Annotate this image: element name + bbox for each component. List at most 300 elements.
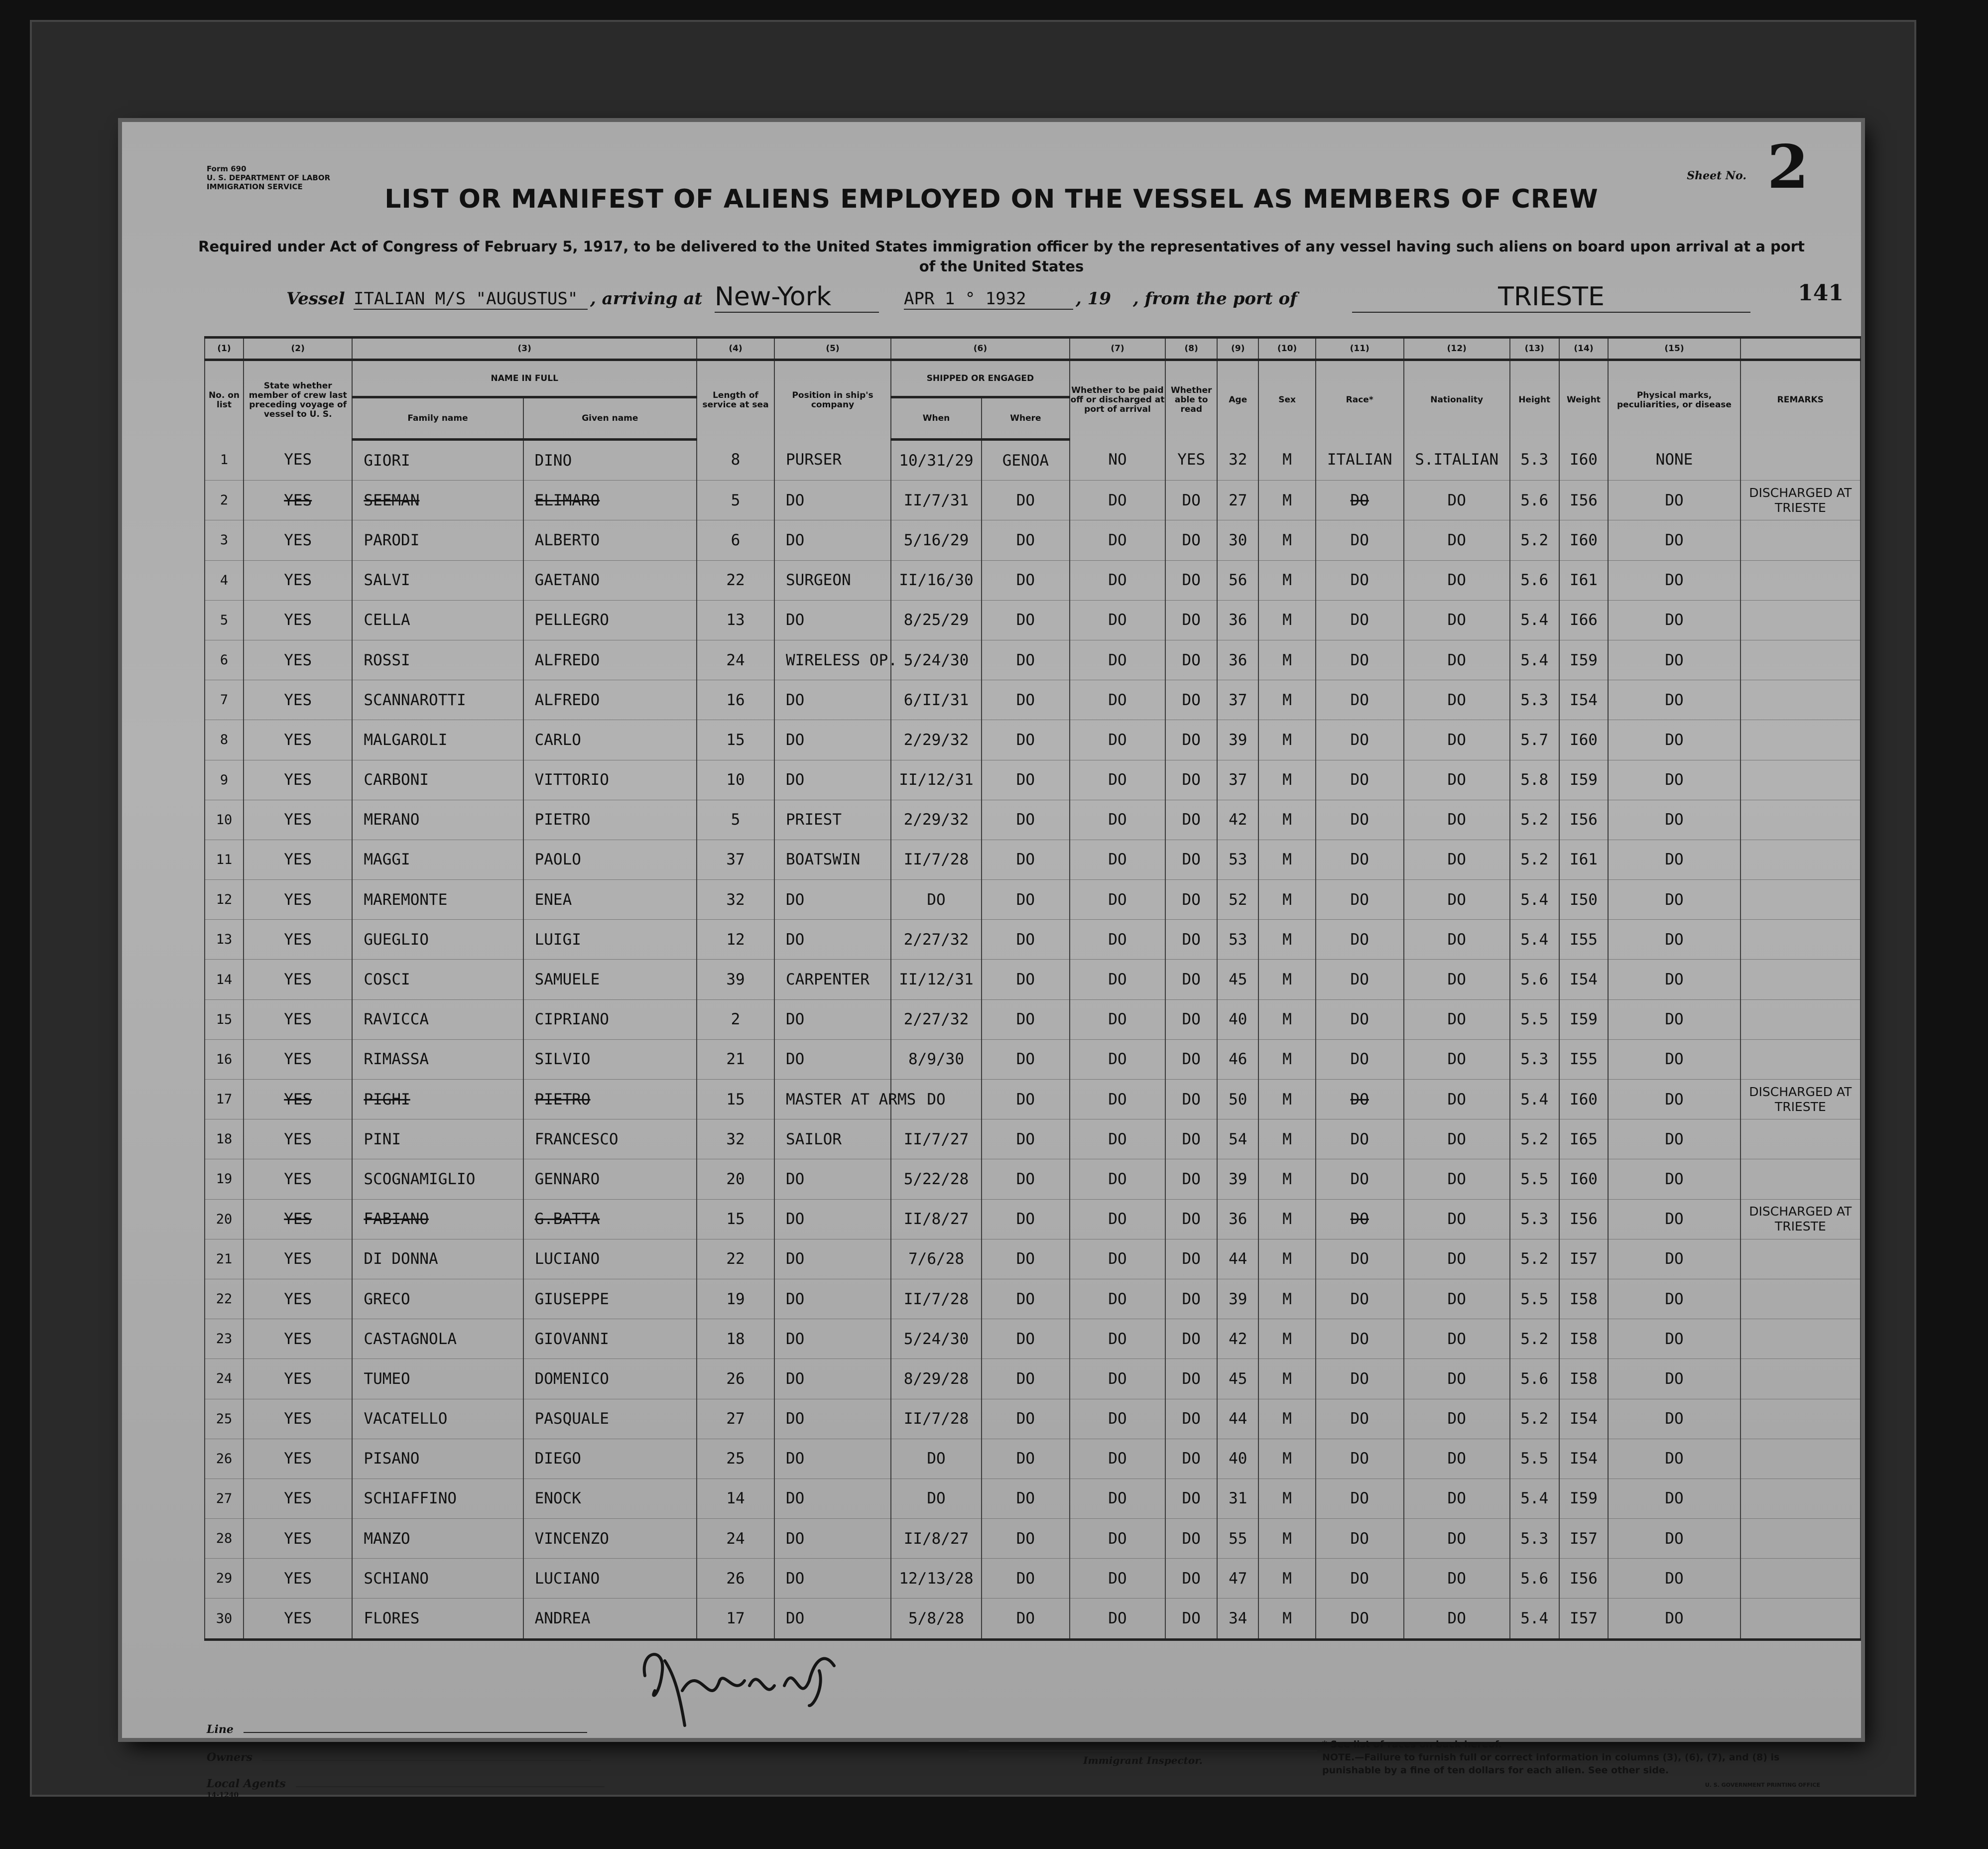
shipped-when-cell: 2/29/32 bbox=[891, 800, 982, 840]
weight-cell: I59 bbox=[1559, 999, 1609, 1039]
department-name: U. S. DEPARTMENT OF LABOR bbox=[207, 173, 331, 182]
crew-status-cell: YES bbox=[244, 1039, 352, 1079]
shipped-when-cell: 2/27/32 bbox=[891, 920, 982, 960]
paid-off-cell: DO bbox=[1070, 680, 1165, 720]
height-cell: 5.6 bbox=[1510, 481, 1559, 520]
able-to-read-cell: DO bbox=[1165, 1559, 1217, 1599]
age-cell: 47 bbox=[1217, 1559, 1258, 1599]
length-of-service-cell: 32 bbox=[697, 1119, 774, 1159]
shipped-when-cell: II/16/30 bbox=[891, 560, 982, 600]
crew-status-cell: YES bbox=[244, 760, 352, 800]
given-name-cell: ENEA bbox=[523, 880, 697, 920]
physical-marks-cell: DO bbox=[1608, 1319, 1740, 1359]
shipped-where-cell: DO bbox=[982, 1439, 1070, 1479]
row-number-cell: 30 bbox=[205, 1599, 244, 1639]
header-weight: Weight bbox=[1559, 360, 1609, 440]
sex-cell: M bbox=[1258, 1279, 1315, 1319]
physical-marks-cell: DO bbox=[1608, 920, 1740, 960]
race-cell: DO bbox=[1316, 999, 1404, 1039]
nationality-cell: DO bbox=[1404, 920, 1510, 960]
position-cell: DO bbox=[774, 1519, 891, 1559]
able-to-read-cell: DO bbox=[1165, 1239, 1217, 1279]
shipped-where-cell: DO bbox=[982, 1159, 1070, 1199]
height-cell: 5.2 bbox=[1510, 1399, 1559, 1439]
physical-marks-cell: DO bbox=[1608, 1439, 1740, 1479]
family-name-cell: PINI bbox=[352, 1119, 523, 1159]
sex-cell: M bbox=[1258, 1519, 1315, 1559]
shipped-when-cell: II/7/27 bbox=[891, 1119, 982, 1159]
remarks-cell: DISCHARGED AT TRIESTE bbox=[1740, 1080, 1861, 1119]
shipped-where-cell: DO bbox=[982, 1359, 1070, 1399]
shipped-where-cell: DO bbox=[982, 1039, 1070, 1079]
column-number-row bbox=[205, 338, 1861, 360]
paid-off-cell: DO bbox=[1070, 1479, 1165, 1518]
race-cell: DO bbox=[1316, 1279, 1404, 1319]
able-to-read-cell: DO bbox=[1165, 1159, 1217, 1199]
paid-off-cell: NO bbox=[1070, 440, 1165, 481]
length-of-service-cell: 15 bbox=[697, 720, 774, 760]
nationality-cell: DO bbox=[1404, 800, 1510, 840]
row-number-cell: 21 bbox=[205, 1239, 244, 1279]
nationality-cell: DO bbox=[1404, 1039, 1510, 1079]
physical-marks-cell: DO bbox=[1608, 1479, 1740, 1518]
penalty-note: NOTE.—Failure to furnish full or correct information in columns (3), (6), (7), and (8) is punishable by a fine of ten dollars for each alien. See other side. bbox=[1322, 1752, 1780, 1776]
col-number: (11) bbox=[1316, 338, 1404, 360]
family-name-cell: PISANO bbox=[352, 1439, 523, 1479]
remarks-cell bbox=[1740, 1039, 1861, 1079]
table-row bbox=[205, 1119, 1861, 1159]
shipped-where-cell: DO bbox=[982, 760, 1070, 800]
table-row bbox=[205, 1319, 1861, 1359]
family-name-cell: MANZO bbox=[352, 1519, 523, 1559]
shipped-when-cell: 8/29/28 bbox=[891, 1359, 982, 1399]
crew-status-cell: YES bbox=[244, 1479, 352, 1518]
nationality-cell: DO bbox=[1404, 680, 1510, 720]
physical-marks-cell: DO bbox=[1608, 1279, 1740, 1319]
able-to-read-cell: DO bbox=[1165, 1519, 1217, 1559]
paid-off-cell: DO bbox=[1070, 1359, 1165, 1399]
shipped-when-cell: II/8/27 bbox=[891, 1519, 982, 1559]
family-name-cell: CASTAGNOLA bbox=[352, 1319, 523, 1359]
paid-off-cell: DO bbox=[1070, 840, 1165, 879]
family-name-cell: VACATELLO bbox=[352, 1399, 523, 1439]
paid-off-cell: DO bbox=[1070, 960, 1165, 999]
able-to-read-cell: DO bbox=[1165, 1319, 1217, 1359]
shipped-where-cell: DO bbox=[982, 1239, 1070, 1279]
paid-off-cell: DO bbox=[1070, 1319, 1165, 1359]
remarks-cell bbox=[1740, 1319, 1861, 1359]
table-row bbox=[205, 800, 1861, 840]
race-cell: DO bbox=[1316, 680, 1404, 720]
agents-label: Local Agents bbox=[207, 1777, 286, 1790]
age-cell: 36 bbox=[1217, 600, 1258, 640]
shipped-where-cell: DO bbox=[982, 1479, 1070, 1518]
able-to-read-cell: DO bbox=[1165, 1359, 1217, 1399]
row-number-cell: 27 bbox=[205, 1479, 244, 1518]
position-cell: PURSER bbox=[774, 440, 891, 481]
weight-cell: I56 bbox=[1559, 1559, 1609, 1599]
arriving-label: , arriving at bbox=[590, 289, 703, 309]
crew-status-cell: YES bbox=[244, 1599, 352, 1639]
length-of-service-cell: 2 bbox=[697, 999, 774, 1039]
given-name-cell: G.BATTA bbox=[523, 1199, 697, 1239]
family-name-cell: GRECO bbox=[352, 1279, 523, 1319]
arriving-port: New-York bbox=[715, 282, 879, 313]
remarks-cell bbox=[1740, 1239, 1861, 1279]
header-family-name: Family name bbox=[352, 397, 523, 440]
given-name-cell: SAMUELE bbox=[523, 960, 697, 999]
race-cell: DO bbox=[1316, 840, 1404, 879]
table-row bbox=[205, 481, 1861, 520]
physical-marks-cell: DO bbox=[1608, 1559, 1740, 1599]
height-cell: 5.2 bbox=[1510, 800, 1559, 840]
crew-status-cell: YES bbox=[244, 1559, 352, 1599]
header-remarks: REMARKS bbox=[1740, 360, 1861, 440]
shipped-where-cell: DO bbox=[982, 720, 1070, 760]
race-cell: DO bbox=[1316, 1319, 1404, 1359]
height-cell: 5.3 bbox=[1510, 1199, 1559, 1239]
position-cell: DO bbox=[774, 1479, 891, 1518]
crew-status-cell: YES bbox=[244, 840, 352, 879]
crew-table bbox=[204, 336, 1861, 1641]
weight-cell: I59 bbox=[1559, 640, 1609, 680]
sex-cell: M bbox=[1258, 1239, 1315, 1279]
col-number bbox=[1740, 338, 1861, 360]
crew-status-cell: YES bbox=[244, 960, 352, 999]
nationality-cell: DO bbox=[1404, 1239, 1510, 1279]
remarks-cell: DISCHARGED AT TRIESTE bbox=[1740, 1199, 1861, 1239]
crew-status-cell: YES bbox=[244, 1239, 352, 1279]
weight-cell: I58 bbox=[1559, 1319, 1609, 1359]
paid-off-cell: DO bbox=[1070, 1559, 1165, 1599]
crew-status-cell: YES bbox=[244, 1279, 352, 1319]
position-cell: DO bbox=[774, 999, 891, 1039]
remarks-cell bbox=[1740, 720, 1861, 760]
height-cell: 5.3 bbox=[1510, 440, 1559, 481]
paid-off-cell: DO bbox=[1070, 1279, 1165, 1319]
height-cell: 5.6 bbox=[1510, 960, 1559, 999]
crew-status-cell: YES bbox=[244, 520, 352, 560]
crew-status-cell: YES bbox=[244, 800, 352, 840]
able-to-read-cell: DO bbox=[1165, 1080, 1217, 1119]
remarks-cell bbox=[1740, 920, 1861, 960]
paid-off-cell: DO bbox=[1070, 481, 1165, 520]
crew-status-cell: YES bbox=[244, 1119, 352, 1159]
sex-cell: M bbox=[1258, 1599, 1315, 1639]
paid-off-cell: DO bbox=[1070, 1599, 1165, 1639]
given-name-cell: GIUSEPPE bbox=[523, 1279, 697, 1319]
able-to-read-cell: DO bbox=[1165, 1479, 1217, 1518]
weight-cell: I59 bbox=[1559, 760, 1609, 800]
handwritten-signature bbox=[635, 1631, 854, 1730]
header-no: No. on list bbox=[205, 360, 244, 440]
sex-cell: M bbox=[1258, 640, 1315, 680]
height-cell: 5.2 bbox=[1510, 1319, 1559, 1359]
height-cell: 5.4 bbox=[1510, 600, 1559, 640]
able-to-read-cell: DO bbox=[1165, 999, 1217, 1039]
paid-off-cell: DO bbox=[1070, 1399, 1165, 1439]
able-to-read-cell: DO bbox=[1165, 600, 1217, 640]
length-of-service-cell: 21 bbox=[697, 1039, 774, 1079]
shipped-when-cell: II/8/27 bbox=[891, 1199, 982, 1239]
nationality-cell: DO bbox=[1404, 1599, 1510, 1639]
given-name-cell: DOMENICO bbox=[523, 1359, 697, 1399]
header-height: Height bbox=[1510, 360, 1559, 440]
race-cell: DO bbox=[1316, 800, 1404, 840]
height-cell: 5.6 bbox=[1510, 1359, 1559, 1399]
row-number-cell: 8 bbox=[205, 720, 244, 760]
table-row bbox=[205, 999, 1861, 1039]
weight-cell: I60 bbox=[1559, 720, 1609, 760]
date-stamp: APR 1 ° 1932 bbox=[904, 289, 1073, 310]
shipped-when-cell: 5/8/28 bbox=[891, 1599, 982, 1639]
given-name-cell: PAOLO bbox=[523, 840, 697, 879]
physical-marks-cell: DO bbox=[1608, 560, 1740, 600]
row-number-cell: 10 bbox=[205, 800, 244, 840]
nationality-cell: DO bbox=[1404, 1359, 1510, 1399]
shipped-where-cell: DO bbox=[982, 520, 1070, 560]
position-cell: DO bbox=[774, 1239, 891, 1279]
footer-labels bbox=[207, 1716, 605, 1799]
length-of-service-cell: 16 bbox=[697, 680, 774, 720]
crew-table-body bbox=[205, 440, 1861, 1640]
age-cell: 46 bbox=[1217, 1039, 1258, 1079]
crew-status-cell: YES bbox=[244, 1359, 352, 1399]
remarks-cell bbox=[1740, 1279, 1861, 1319]
given-name-cell: PASQUALE bbox=[523, 1399, 697, 1439]
position-cell: DO bbox=[774, 1599, 891, 1639]
col-number: (5) bbox=[774, 338, 891, 360]
weight-cell: I54 bbox=[1559, 1399, 1609, 1439]
age-cell: 34 bbox=[1217, 1599, 1258, 1639]
race-cell: DO bbox=[1316, 1159, 1404, 1199]
shipped-when-cell: 5/24/30 bbox=[891, 1319, 982, 1359]
paid-off-cell: DO bbox=[1070, 520, 1165, 560]
length-of-service-cell: 10 bbox=[697, 760, 774, 800]
race-cell: DO bbox=[1316, 1559, 1404, 1599]
family-name-cell: DI DONNA bbox=[352, 1239, 523, 1279]
row-number-cell: 23 bbox=[205, 1319, 244, 1359]
age-cell: 27 bbox=[1217, 481, 1258, 520]
position-cell: DO bbox=[774, 520, 891, 560]
age-cell: 37 bbox=[1217, 760, 1258, 800]
row-number-cell: 24 bbox=[205, 1359, 244, 1399]
height-cell: 5.3 bbox=[1510, 1519, 1559, 1559]
paid-off-cell: DO bbox=[1070, 1039, 1165, 1079]
shipped-when-cell: II/12/31 bbox=[891, 760, 982, 800]
remarks-cell bbox=[1740, 760, 1861, 800]
remarks-cell bbox=[1740, 440, 1861, 481]
physical-marks-cell: DO bbox=[1608, 680, 1740, 720]
col-number: (15) bbox=[1608, 338, 1740, 360]
age-cell: 42 bbox=[1217, 800, 1258, 840]
family-name-cell: GUEGLIO bbox=[352, 920, 523, 960]
col-number: (2) bbox=[244, 338, 352, 360]
age-cell: 52 bbox=[1217, 880, 1258, 920]
weight-cell: I60 bbox=[1559, 440, 1609, 481]
crew-status-cell: YES bbox=[244, 600, 352, 640]
nationality-cell: DO bbox=[1404, 1279, 1510, 1319]
position-cell: PRIEST bbox=[774, 800, 891, 840]
row-number-cell: 16 bbox=[205, 1039, 244, 1079]
header-when: When bbox=[891, 397, 982, 440]
paid-off-cell: DO bbox=[1070, 1199, 1165, 1239]
sheet-label: Sheet No. bbox=[1687, 169, 1746, 182]
race-cell: DO bbox=[1316, 1439, 1404, 1479]
family-name-cell: SCANNAROTTI bbox=[352, 680, 523, 720]
row-number-cell: 17 bbox=[205, 1080, 244, 1119]
sex-cell: M bbox=[1258, 1039, 1315, 1079]
position-cell: DO bbox=[774, 720, 891, 760]
shipped-where-cell: DO bbox=[982, 1279, 1070, 1319]
nationality-cell: DO bbox=[1404, 999, 1510, 1039]
given-name-cell: ALFREDO bbox=[523, 640, 697, 680]
able-to-read-cell: DO bbox=[1165, 1119, 1217, 1159]
position-cell: DO bbox=[774, 1399, 891, 1439]
family-name-cell: PIGHI bbox=[352, 1080, 523, 1119]
age-cell: 30 bbox=[1217, 520, 1258, 560]
given-name-cell: LUCIANO bbox=[523, 1559, 697, 1599]
physical-marks-cell: DO bbox=[1608, 720, 1740, 760]
age-cell: 40 bbox=[1217, 999, 1258, 1039]
weight-cell: I57 bbox=[1559, 1599, 1609, 1639]
physical-marks-cell: DO bbox=[1608, 520, 1740, 560]
remarks-cell bbox=[1740, 1599, 1861, 1639]
physical-marks-cell: DO bbox=[1608, 760, 1740, 800]
shipped-where-cell: DO bbox=[982, 880, 1070, 920]
shipped-where-cell: DO bbox=[982, 1599, 1070, 1639]
nationality-cell: DO bbox=[1404, 1119, 1510, 1159]
nationality-cell: DO bbox=[1404, 600, 1510, 640]
sex-cell: M bbox=[1258, 600, 1315, 640]
family-name-cell: ROSSI bbox=[352, 640, 523, 680]
length-of-service-cell: 5 bbox=[697, 800, 774, 840]
shipped-when-cell: 6/II/31 bbox=[891, 680, 982, 720]
weight-cell: I60 bbox=[1559, 1159, 1609, 1199]
paid-off-cell: DO bbox=[1070, 1519, 1165, 1559]
race-cell: DO bbox=[1316, 600, 1404, 640]
length-of-service-cell: 15 bbox=[697, 1199, 774, 1239]
sheet-number: 2 bbox=[1767, 132, 1809, 202]
table-row bbox=[205, 440, 1861, 481]
given-name-cell: CIPRIANO bbox=[523, 999, 697, 1039]
row-number-cell: 3 bbox=[205, 520, 244, 560]
table-row bbox=[205, 720, 1861, 760]
paid-off-cell: DO bbox=[1070, 1239, 1165, 1279]
shipped-where-cell: DO bbox=[982, 960, 1070, 999]
sex-cell: M bbox=[1258, 520, 1315, 560]
nationality-cell: DO bbox=[1404, 720, 1510, 760]
header-position: Position in ship's company bbox=[774, 360, 891, 440]
race-cell: DO bbox=[1316, 1080, 1404, 1119]
remarks-cell bbox=[1740, 1399, 1861, 1439]
crew-status-cell: YES bbox=[244, 999, 352, 1039]
able-to-read-cell: DO bbox=[1165, 1599, 1217, 1639]
header-row bbox=[205, 360, 1861, 397]
given-name-cell: GAETANO bbox=[523, 560, 697, 600]
table-row bbox=[205, 1239, 1861, 1279]
family-name-cell: MAGGI bbox=[352, 840, 523, 879]
height-cell: 5.4 bbox=[1510, 640, 1559, 680]
age-cell: 39 bbox=[1217, 720, 1258, 760]
height-cell: 5.8 bbox=[1510, 760, 1559, 800]
race-cell: DO bbox=[1316, 720, 1404, 760]
height-cell: 5.3 bbox=[1510, 680, 1559, 720]
able-to-read-cell: DO bbox=[1165, 640, 1217, 680]
crew-status-cell: YES bbox=[244, 1399, 352, 1439]
length-of-service-cell: 26 bbox=[697, 1359, 774, 1399]
header-crew: State whether member of crew last preceding voyage of vessel to U. S. bbox=[244, 360, 352, 440]
weight-cell: I61 bbox=[1559, 840, 1609, 879]
position-cell: DO bbox=[774, 760, 891, 800]
position-cell: WIRELESS OP. bbox=[774, 640, 891, 680]
row-number-cell: 15 bbox=[205, 999, 244, 1039]
crew-status-cell: YES bbox=[244, 440, 352, 481]
shipped-where-cell: DO bbox=[982, 481, 1070, 520]
remarks-cell bbox=[1740, 1119, 1861, 1159]
sex-cell: M bbox=[1258, 920, 1315, 960]
race-cell: DO bbox=[1316, 760, 1404, 800]
position-cell: DO bbox=[774, 1439, 891, 1479]
family-name-cell: MAREMONTE bbox=[352, 880, 523, 920]
weight-cell: I60 bbox=[1559, 520, 1609, 560]
height-cell: 5.5 bbox=[1510, 999, 1559, 1039]
able-to-read-cell: DO bbox=[1165, 520, 1217, 560]
shipped-where-cell: DO bbox=[982, 1119, 1070, 1159]
header-marks: Physical marks, peculiarities, or disease bbox=[1608, 360, 1740, 440]
length-of-service-cell: 14 bbox=[697, 1479, 774, 1518]
given-name-cell: DINO bbox=[523, 440, 697, 481]
shipped-when-cell: DO bbox=[891, 1479, 982, 1518]
paid-off-cell: DO bbox=[1070, 560, 1165, 600]
physical-marks-cell: DO bbox=[1608, 800, 1740, 840]
height-cell: 5.4 bbox=[1510, 1479, 1559, 1518]
given-name-cell: GENNARO bbox=[523, 1159, 697, 1199]
weight-cell: I57 bbox=[1559, 1239, 1609, 1279]
given-name-cell: FRANCESCO bbox=[523, 1119, 697, 1159]
shipped-where-cell: DO bbox=[982, 640, 1070, 680]
age-cell: 53 bbox=[1217, 920, 1258, 960]
age-cell: 36 bbox=[1217, 1199, 1258, 1239]
sex-cell: M bbox=[1258, 1479, 1315, 1518]
weight-cell: I57 bbox=[1559, 1519, 1609, 1559]
physical-marks-cell: DO bbox=[1608, 1080, 1740, 1119]
able-to-read-cell: DO bbox=[1165, 800, 1217, 840]
weight-cell: I56 bbox=[1559, 1199, 1609, 1239]
able-to-read-cell: DO bbox=[1165, 680, 1217, 720]
service-name: IMMIGRATION SERVICE bbox=[207, 182, 303, 191]
table-row bbox=[205, 1080, 1861, 1119]
able-to-read-cell: DO bbox=[1165, 1199, 1217, 1239]
height-cell: 5.5 bbox=[1510, 1159, 1559, 1199]
nationality-cell: DO bbox=[1404, 1559, 1510, 1599]
gpo-imprint: U. S. GOVERNMENT PRINTING OFFICE bbox=[1705, 1782, 1820, 1788]
crew-status-cell: YES bbox=[244, 1319, 352, 1359]
sex-cell: M bbox=[1258, 840, 1315, 879]
header-service: Length of service at sea bbox=[697, 360, 774, 440]
print-code: 14-1240 bbox=[207, 1791, 239, 1799]
able-to-read-cell: DO bbox=[1165, 720, 1217, 760]
able-to-read-cell: DO bbox=[1165, 1279, 1217, 1319]
height-cell: 5.3 bbox=[1510, 1039, 1559, 1079]
length-of-service-cell: 32 bbox=[697, 880, 774, 920]
shipped-when-cell: 5/24/30 bbox=[891, 640, 982, 680]
row-number-cell: 9 bbox=[205, 760, 244, 800]
page-subtitle: Required under Act of Congress of February 5, 1917, to be delivered to the United States immigration officer by the representatives of any vessel having such aliens on board upon arrival at a port of the United States bbox=[198, 238, 1805, 275]
table-row bbox=[205, 1199, 1861, 1239]
header-shipped: SHIPPED OR ENGAGED bbox=[891, 360, 1070, 397]
inspector-label: Immigrant Inspector. bbox=[1083, 1754, 1203, 1766]
